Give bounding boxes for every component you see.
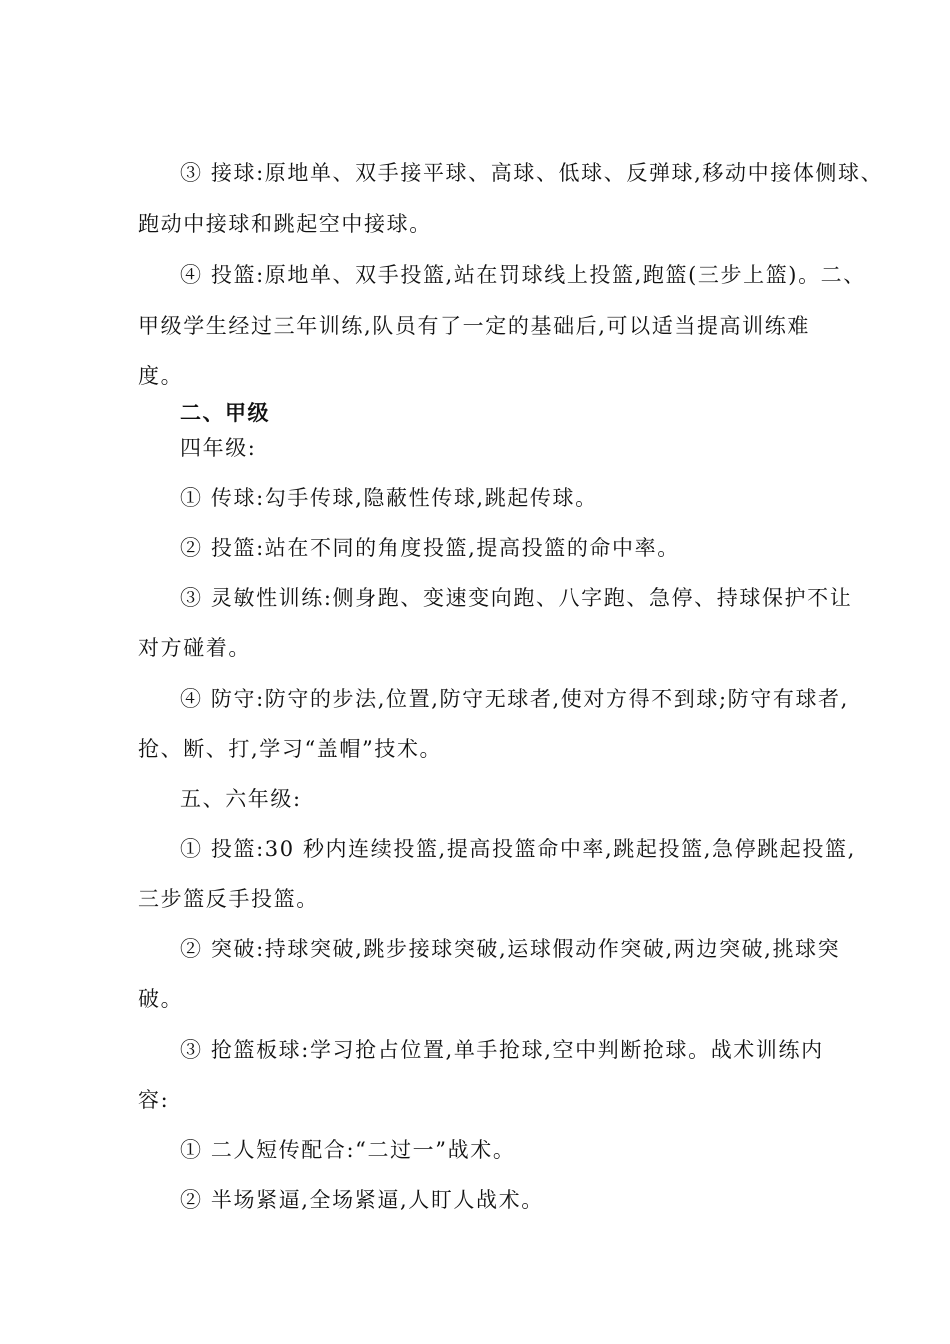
- item-breakthrough-line-2: 破。: [138, 987, 184, 1011]
- item-agility-line-1: ③ 灵敏性训练:侧身跑、变速变向跑、八字跑、急停、持球保护不让: [180, 586, 853, 610]
- paragraph-shooting-line-1: ④ 投篮:原地单、双手投篮,站在罚球线上投篮,跑篮(三步上篮)。二、: [180, 263, 866, 287]
- item-shooting-advanced-line-1: ① 投篮:30 秒内连续投篮,提高投篮命中率,跳起投篮,急停跳起投篮,: [180, 837, 856, 861]
- item-tactics-two-person: ① 二人短传配合:“二过一”战术。: [180, 1138, 516, 1162]
- paragraph-shooting-line-2: 甲级学生经过三年训练,队员有了一定的基础后,可以适当提高训练难: [138, 314, 810, 338]
- item-defense-line-1: ④ 防守:防守的步法,位置,防守无球者,使对方得不到球;防守有球者,: [180, 687, 849, 711]
- section-heading: 二、甲级: [180, 401, 270, 425]
- item-shooting: ② 投篮:站在不同的角度投篮,提高投篮的命中率。: [180, 536, 680, 560]
- item-shooting-advanced-line-2: 三步篮反手投篮。: [138, 887, 319, 911]
- item-rebound-line-1: ③ 抢篮板球:学习抢占位置,单手抢球,空中判断抢球。战术训练内: [180, 1038, 824, 1062]
- item-agility-line-2: 对方碰着。: [138, 636, 251, 660]
- grade-four-label: 四年级:: [180, 436, 257, 460]
- item-passing: ① 传球:勾手传球,隐蔽性传球,跳起传球。: [180, 486, 598, 510]
- grade-five-six-label: 五、六年级:: [180, 787, 302, 811]
- item-breakthrough-line-1: ② 突破:持球突破,跳步接球突破,运球假动作突破,两边突破,挑球突: [180, 937, 841, 961]
- paragraph-shooting-line-3: 度。: [138, 364, 184, 388]
- item-defense-line-2: 抢、断、打,学习“盖帽”技术。: [138, 737, 443, 761]
- item-tactics-press: ② 半场紧逼,全场紧逼,人盯人战术。: [180, 1188, 544, 1212]
- paragraph-catching-line-1: ③ 接球:原地单、双手接平球、高球、低球、反弹球,移动中接体侧球、: [180, 161, 884, 185]
- paragraph-catching-line-2: 跑动中接球和跳起空中接球。: [138, 212, 432, 236]
- item-rebound-line-2: 容:: [138, 1088, 170, 1112]
